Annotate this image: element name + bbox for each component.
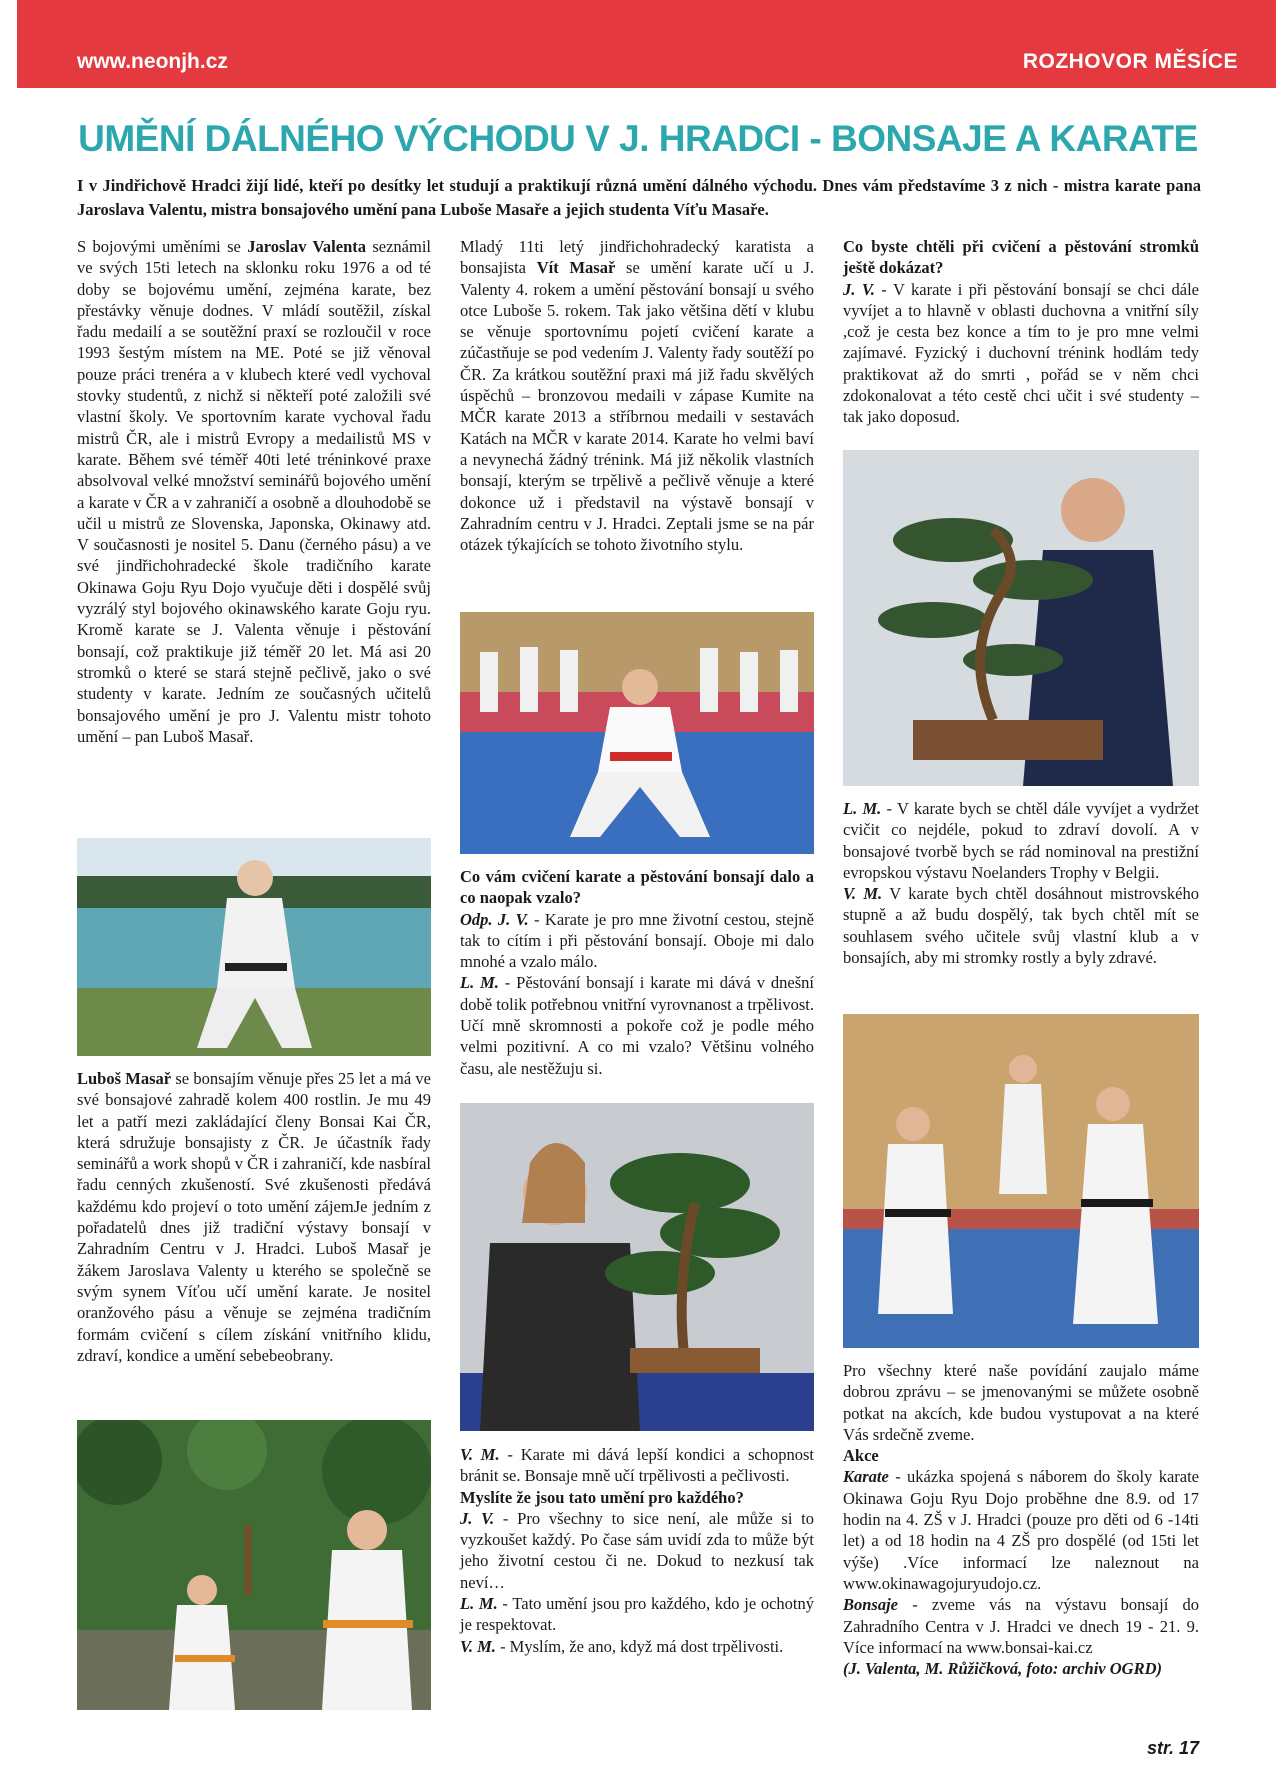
question-2: Myslíte že jsou tato umění pro každého? (460, 1487, 744, 1507)
question-1: Co vám cvičení karate a pěstování bonsají dalo a co naopak vzalo? (460, 867, 814, 908)
answer-1-text: - Karate je pro mne životní cestou, stejně tak to cítím i při pěstování bonsají. Oboje mi dalo mnohé a vzalo málo. (460, 909, 814, 972)
answer-2-speaker: L. M. (460, 973, 499, 993)
article-intro: I v Jindřichově Hradci žijí lidé, kteří po desítky let studují a praktikují různá umění dálného východu. Dnes vám představíme 3 z nich - mistra karate pana Jaroslava Valentu, mistra bonsajového umění pana Luboše Masaře a jejich studenta Víťu Masaře. (77, 176, 1201, 219)
col2-text-2 (460, 866, 814, 1079)
name-jaroslav-valenta: Jaroslav Valenta (247, 237, 367, 256)
karate-event-text: - ukázka spojená s náborem do školy karate Okinawa Goju Ryu Dojo proběhne dne 8.9. od 17 hodin na 4. ZŠ v J. Hradci (pouze pro děti od 6 -14ti let) a od 18 hodin na 4 ZŠ pro dospělé (od 15ti let výše) .Více informací lze naleznout na www.okinawagojuryudojo.cz. (843, 1467, 1199, 1593)
answer-4-text: - Pro všechny to sice není, ale může si to vyzkoušet každý. Po čase sám uvidí zda to může být jeho životní cestou či ne. Dokud to nezkusí tak neví… (460, 1508, 814, 1592)
col2-p1-pre: Mladý 11ti letý jindřichohradecký karatista a bonsajista (460, 237, 814, 278)
col2-text-1 (460, 236, 814, 555)
answer-3-text: - Karate mi dává lepší kondici a schopnost bránit se. Bonsaje mně učí trpělivosti a pečlivosti. (460, 1445, 814, 1486)
answer-7-text: - V karate i při pěstování bonsají se chci dále vyvíjet a to hlavně v oblasti duchovna a vnitřní síly ,což je cesta bez konce a tím to je pro mne velmi zajímavé. Fyzický i duchovní trénink hodlám tedy praktikovat až do smrti , pořád se v něm chci zdokonalovat a této cestě chci učit i své studenty – tak jako doposud. (843, 279, 1199, 427)
header-bar (17, 0, 1276, 88)
page-number: str. 17 (1146, 1738, 1199, 1758)
col3-text-2 (843, 798, 1199, 968)
col3-text-3 (843, 1360, 1199, 1679)
name-vit-masar: Vít Masař (536, 258, 616, 278)
col1-p2-text: se bonsajím věnuje přes 25 let a má ve své bonsajové zahradě kolem 400 rostlin. Je mu 49 let a patří mezi zakládající členy Bonsai Kai ČR, která sdružuje bonsajisty z ČR. Je účastník řady seminářů a work shopů v ČR i zahraničí, kde nasbíral řadu cenných zkušeností. Své zkušenosti předává každému kdo projeví o toto umění zájemJe jedním z pořadatelů dnes již tradiční výstavy bonsají v Zahradním Centru v J. Hradci. Luboš Masař je žákem Jaroslava Valenty u kterého se společně se svým synem Víťou učí umění karate. Je nositel oranžového pásu a věnuje se zejména tradičním formám cvičení s cílem získání vnitřního klidu, zdraví, kondice a umění sebebeobrany. (77, 1069, 431, 1365)
photo-bonsai-pine (843, 450, 1199, 786)
answer-6-text: - Myslím, že ano, když má dost trpělivosti. (495, 1636, 784, 1656)
photo-garden-karate (77, 1420, 431, 1710)
bonsaje-event-text: - zveme vás na výstavu bonsají do Zahradního Centra v J. Hradci ve dnech 19 - 21. 9. Více informací na www.bonsai-kai.cz (843, 1595, 1199, 1657)
col1-text-2 (77, 1068, 431, 1366)
answer-4-speaker: J. V. (460, 1508, 495, 1528)
answer-2-text: - Pěstování bonsají i karate mi dává v dnešní době tolik potřebnou vnitřní vyrovnanost a trpělivost. Učí mně skromnosti a pokoře což je podle mého velmi pozitivní. A co mi vzalo? Většinu volného času, ale nestěžuju si. (460, 973, 814, 1078)
answer-6-speaker: V. M. (460, 1636, 496, 1656)
answer-7-speaker: J. V. (843, 279, 875, 299)
col2-text-3 (460, 1444, 814, 1657)
photo-bonsai-man (460, 1103, 814, 1431)
col1-p1-text: seznámil ve svých 15ti letech na sklonku roku 1976 a od té doby se bojovému umění, zejména karate, bez přestávky věnuje dodnes. V mládí soutěžil, získal řadu medailí a se soutěžní praxí se rozloučil v roce 1993 šestým místem na ME. Poté se již věnoval pouze práci trenéra a v klubech které vedl vychoval stovky studentů, z nichž si někteří poté založili své vlastní školy. Ve sportovním karate vychoval řadu mistrů ČR, ale i mistrů Evropy a medailistů MS v karate. Během své téměř 40ti leté tréninkové praxe absolvoval velké množství seminářů bojového umění a karate v ČR a v zahraničí a osobně a dlouhodobě se učil u mistrů ze Slovenska, Japonska, Okinawy atd. V současnosti je nositel 5. Danu (černého pásu) a ve své jindřichohradecké škole tradičního karate Okinawa Goju Ryu Dojo vyučuje děti i dospělé svůj vyzrálý styl bojového okinawského karate Goju ryu. Kromě karate se J. Valenta věnuje i pěstování bonsají, což praktikuje již téměř 20 let. Má asi 20 stromků o které se stará stejně pečlivě, jako o své studenty v karate. Jedním ze současných učitelů bonsajového umění je pro J. Valentu mistr tohoto umění – pan Luboš Masař. (77, 237, 431, 746)
karate-label: Karate (843, 1467, 889, 1487)
photo-karate-lake (77, 838, 431, 1056)
col1-text-1 (77, 236, 431, 747)
col3-news-text: Pro všechny které naše povídání zaujalo máme dobrou zprávu – se jmenovanými se můžete osobně potkat na akcích, kde budou vystupovat a na které Vás srdečně zveme. (843, 1361, 1199, 1444)
akce-heading: Akce (843, 1446, 879, 1466)
answer-3-speaker: V. M. (460, 1445, 500, 1464)
col3-text-1 (843, 236, 1199, 428)
section-label: ROZHOVOR MĚSÍCE (1022, 50, 1238, 73)
photo-kid-karate-gym (460, 612, 814, 854)
answer-1-speaker: Odp. J. V. (460, 909, 529, 929)
bonsaje-label: Bonsaje (843, 1595, 899, 1615)
photo-karate-sparring (843, 1014, 1199, 1348)
answer-5-speaker: L. M. (460, 1594, 498, 1614)
col1-p1-pre: S bojovými uměními se (77, 237, 248, 256)
answer-5-text: - Tato umění jsou pro každého, kdo je ochotný je respektovat. (460, 1594, 815, 1635)
answer-9-speaker: V. M. (843, 884, 883, 904)
answer-9-text: V karate bych chtěl dosáhnout mistrovského stupně a až budu dospělý, tak bych chtěl mít se souhlasem svého učitele svůj vlastní klub a v bonsajích, aby mi stromky rostly a byly zdravé. (843, 884, 1199, 968)
article-credits: (J. Valenta, M. Růžičková, foto: archiv OGRD) (843, 1659, 1162, 1679)
answer-8-text: - V karate bych se chtěl dále vyvíjet a vydržet cvičit co nejdéle, pokud to zdraví dovolí. A v bonsajové tvorbě bych se rád nominoval na prestižní evropskou výstavu Noelanders Trophy v Belgii. (843, 799, 1199, 882)
name-lubos-masar: Luboš Masař (77, 1069, 172, 1088)
col2-p1-text: se umění karate učí u J. Valenty 4. rokem a umění pěstování bonsají u svého otce Luboše 5. rokem. Tak jako většina dětí v klubu se věnuje sportovnímu pojetí cvičení karate a zúčastňuje se pod vedením J. Valenty řady soutěží po ČR. Za krátkou soutěžní praxi má již řadu skvělých úspěchů – bronzovou medaili v zápase Kumite na MČR karate 2013 a stříbrnou medaili v sestavách Katách na MČR v karate 2014. Karate ho velmi baví a nevynechá žádný trénink. Má již několik vlastních bonsají, kterým se trpělivě a pečlivě věnuje a které dokonce už i představil na výstavě bonsají v Zahradním centru v J. Hradci. Zeptali jsme se na pár otázek týkajících se tohoto životního stylu. (460, 258, 814, 555)
site-url[interactable]: www.neonjh.cz (77, 50, 228, 73)
question-3: Co byste chtěli při cvičení a pěstování stromků ještě dokázat? (843, 237, 1199, 278)
answer-8-speaker: L. M. (843, 799, 882, 818)
article-title: UMĚNÍ DÁLNÉHO VÝCHODU V J. HRADCI - BONSAJE A KARATE (78, 118, 1198, 159)
